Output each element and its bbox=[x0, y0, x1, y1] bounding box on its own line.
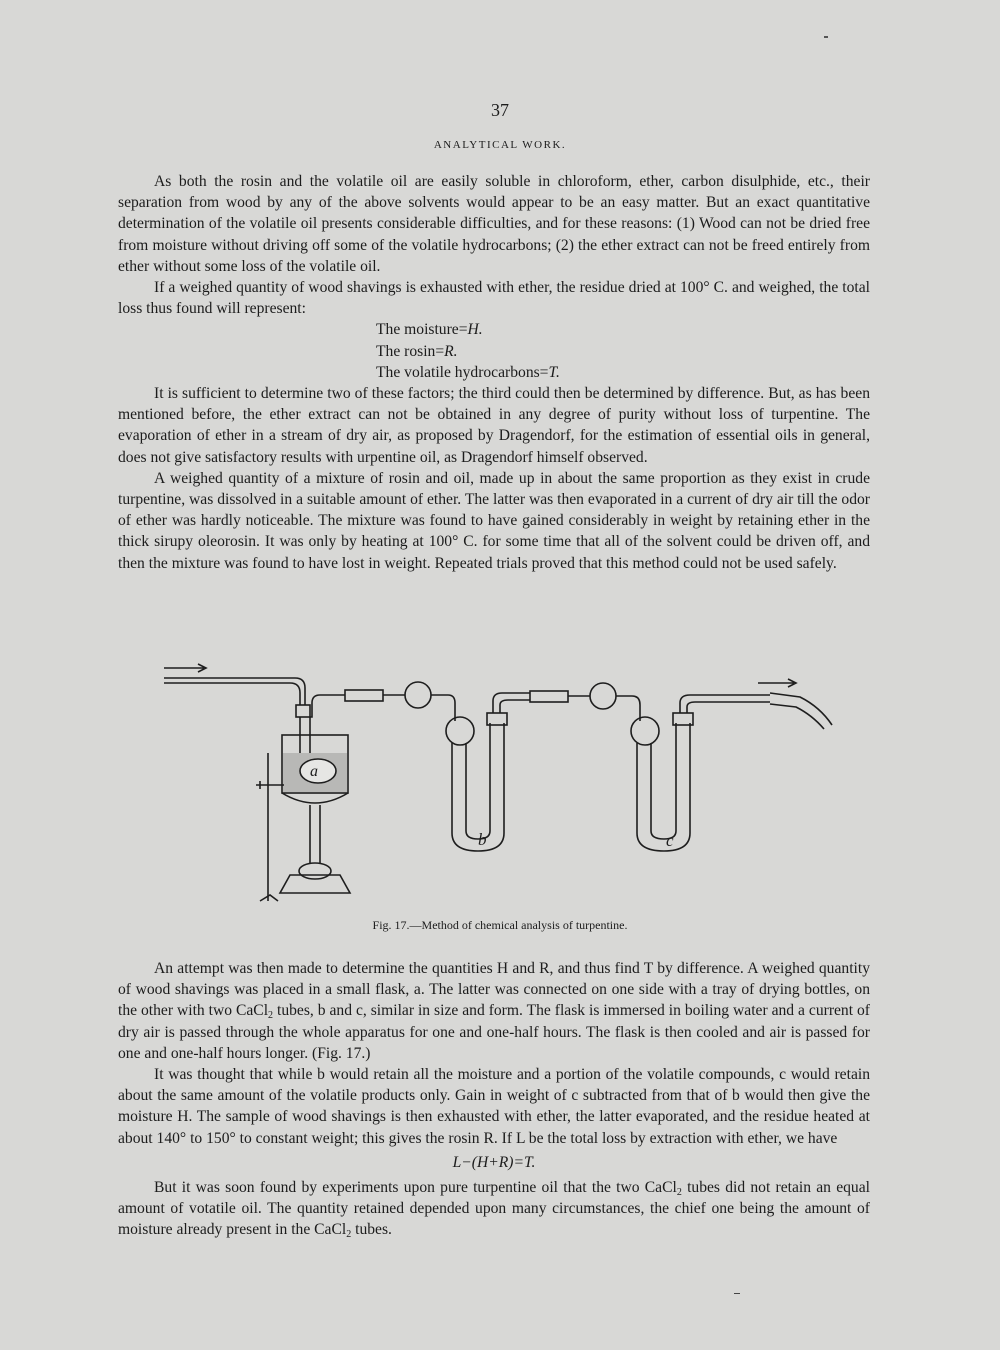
page-number: 37 bbox=[491, 100, 509, 120]
rubber-connector-1 bbox=[345, 690, 383, 701]
label-a: a bbox=[310, 763, 318, 780]
stray-mark-bottom bbox=[734, 1293, 740, 1294]
factor-list bbox=[118, 319, 870, 383]
rubber-connector-2 bbox=[530, 691, 568, 702]
inlet-arrow-icon bbox=[164, 664, 206, 672]
lower-text-block bbox=[118, 958, 870, 1241]
outlet-arrow-icon bbox=[758, 679, 796, 687]
apparatus-diagram bbox=[160, 663, 840, 923]
bulb-2 bbox=[590, 683, 616, 709]
figure-caption: Fig. 17.—Method of chemical analysis of turpentine. bbox=[372, 918, 628, 932]
factor-rosin: The rosin=R. bbox=[376, 342, 458, 360]
bulb-1 bbox=[405, 682, 431, 708]
bulb-c bbox=[631, 717, 659, 745]
stray-mark-top bbox=[824, 36, 828, 38]
paragraph-7: But it was soon found by experiments upon pure turpentine oil that the two CaCl$_2$ tubes did not retain an equal amount of votatile oil. The quantity retained depended upon many circumstances, the chief one being the amount of moisture already present in the CaCl$_2$ tubes. bbox=[118, 1179, 870, 1241]
label-b: b bbox=[478, 830, 487, 849]
label-c: c bbox=[666, 831, 674, 850]
factor-hydrocarbons: The volatile hydrocarbons=T. bbox=[376, 363, 560, 381]
flask-stopper bbox=[296, 705, 310, 717]
paragraph-5: An attempt was then made to determine the quantities H and R, and thus find T by difference. A weighed quantity of wood shavings was placed in a small flask, a. The latter was connected on one side with a tray of drying bottles, on the other with two CaCl$_2$ tubes, b and c, similar in size and form. The flask is immersed in boiling water and a current of dry air is passed through the whole apparatus for one and one-half hours. The flask is then cooled and air is passed for one and one-half hours longer. (Fig. 17.) bbox=[118, 960, 870, 1062]
apparatus-figure bbox=[160, 663, 840, 923]
outlet-nozzle bbox=[770, 693, 832, 729]
paragraph-2: If a weighed quantity of wood shavings is exhausted with ether, the residue dried at 100° C. and weighed, the total loss thus found will represent: bbox=[118, 279, 870, 318]
bulb-b bbox=[446, 717, 474, 745]
paragraph-6: It was thought that while b would retain all the moisture and a portion of the volatile compounds, c would retain about the same amount of the volatile products only. Gain in weight of c subtracted from that of b would then give the moisture H. The sample of wood shavings is then exhausted with ether, the latter evaporated, and the residue heated at about 140° to 150° to constant weight; this gives the rosin R. If L be the total loss by extraction with ether, we have bbox=[118, 1066, 870, 1147]
paragraph-3: It is sufficient to determine two of these factors; the third could then be determined by difference. But, as has been mentioned before, the ether extract can not be obtained in any degree of purity without loss of turpentine. The evaporation of ether in a stream of dry air, as proposed by Dragendorf, for the estimation of essential oils in general, does not give satisfactory results with urpentine oil, as Dragendorf himself observed. bbox=[118, 385, 870, 466]
paragraph-4: A weighed quantity of a mixture of rosin and oil, made up in about the same proportion as they exist in crude turpentine, was dissolved in a suitable amount of ether. The latter was then evaporated in a current of dry air till the odor of ether was hardly noticeable. The mixture was found to have gained considerably in weight by retaining ether in the thick sirupy oleorosin. It was only by heating at 100° C. for some time that all of the solvent could be driven off, and then the mixture was found to have lost in weight. Repeated trials proved that this method could not be used safely. bbox=[118, 469, 870, 572]
flask-a bbox=[300, 759, 336, 783]
upper-text-block bbox=[118, 171, 870, 574]
equation-total-loss: L−(H+R)=T. bbox=[452, 1153, 536, 1171]
section-heading: ANALYTICAL WORK. bbox=[433, 139, 567, 151]
u-tube-c bbox=[637, 723, 690, 851]
paragraph-1: As both the rosin and the volatile oil are easily soluble in chloroform, ether, carbon disulphide, etc., their separation from wood by any of the above solvents would appear to be an easy matter. But an exact quantitative determination of the volatile oil presents considerable difficulties, and for these reasons: (1) Wood can not be dried free from moisture without driving off some of the volatile hydrocarbons; (2) the ether extract can not be freed entirely from ether without some loss of the volatile oil. bbox=[118, 173, 870, 275]
burner-base bbox=[280, 875, 350, 893]
factor-moisture: The moisture=H. bbox=[376, 321, 483, 339]
